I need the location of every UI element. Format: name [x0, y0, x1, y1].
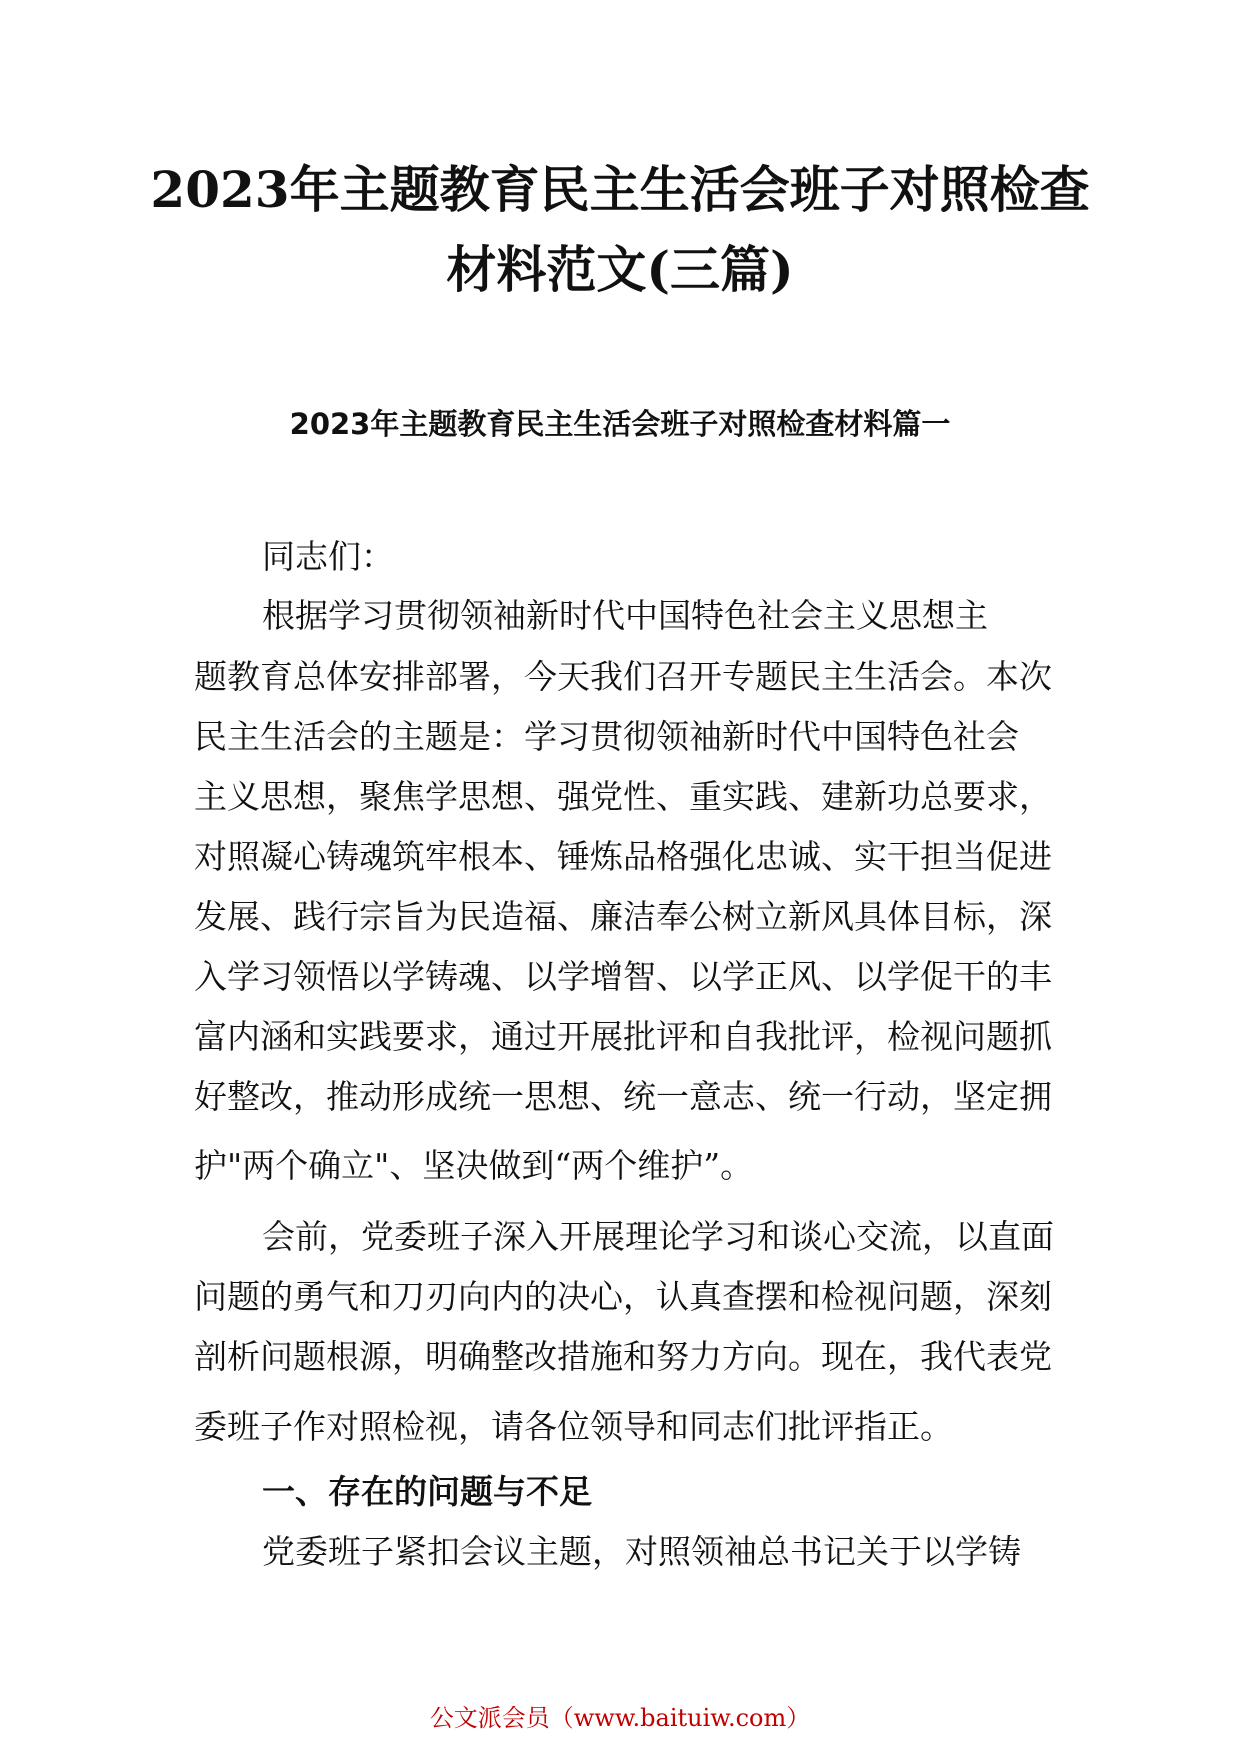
section-title: 2023年主题教育民主生活会班子对照检查材料篇一 — [289, 407, 951, 441]
para2-line-1: 会前，党委班子深入开展理论学习和谈心交流，以直面 — [262, 1217, 1054, 1256]
para1-line-5: 对照凝心铸魂筑牢根本、锤炼品格强化忠诚、实干担当促进 — [194, 837, 1052, 876]
para1-line-8: 富内涵和实践要求，通过开展批评和自我批评，检视问题抓 — [194, 1017, 1052, 1056]
title-line-1: 2023年主题教育民主生活会班子对照检查 — [150, 160, 1090, 219]
para1-line-1: 根据学习贯彻领袖新时代中国特色社会主义思想主 — [262, 596, 988, 635]
title-line-2: 材料范文(三篇) — [446, 240, 794, 299]
para1-line-7: 入学习领悟以学铸魂、以学增智、以学正风、以学促干的丰 — [194, 957, 1052, 996]
document-title — [0, 150, 1240, 310]
para1-line-6: 发展、践行宗旨为民造福、廉洁奉公树立新风具体目标，深 — [194, 897, 1052, 936]
para2-line-3: 剖析问题根源，明确整改措施和努力方向。现在，我代表党 — [194, 1337, 1052, 1376]
para1-line-9: 好整改，推动形成统一思想、统一意志、统一行动，坚定拥 — [194, 1077, 1052, 1116]
para2-line-2: 问题的勇气和刀刃向内的决心，认真查摆和检视问题，深刻 — [194, 1277, 1052, 1316]
salutation: 同志们： — [262, 537, 394, 576]
para1-line-3: 民主生活会的主题是：学习贯彻领袖新时代中国特色社会 — [194, 717, 1019, 756]
para3-line-1: 党委班子紧扣会议主题，对照领袖总书记关于以学铸 — [262, 1532, 1021, 1571]
footer-link[interactable]: 公文派会员（www.baituiw.com） — [429, 1704, 811, 1732]
heading-1: 一、存在的问题与不足 — [262, 1472, 592, 1511]
para1-line-4: 主义思想，聚焦学思想、强党性、重实践、建新功总要求， — [194, 777, 1052, 816]
para1-line-10: 护"两个确立"、坚决做到“两个维护”。 — [194, 1146, 754, 1185]
para2-line-4: 委班子作对照检视，请各位领导和同志们批评指正。 — [194, 1407, 953, 1446]
para1-line-2: 题教育总体安排部署，今天我们召开专题民主生活会。本次 — [194, 657, 1052, 696]
